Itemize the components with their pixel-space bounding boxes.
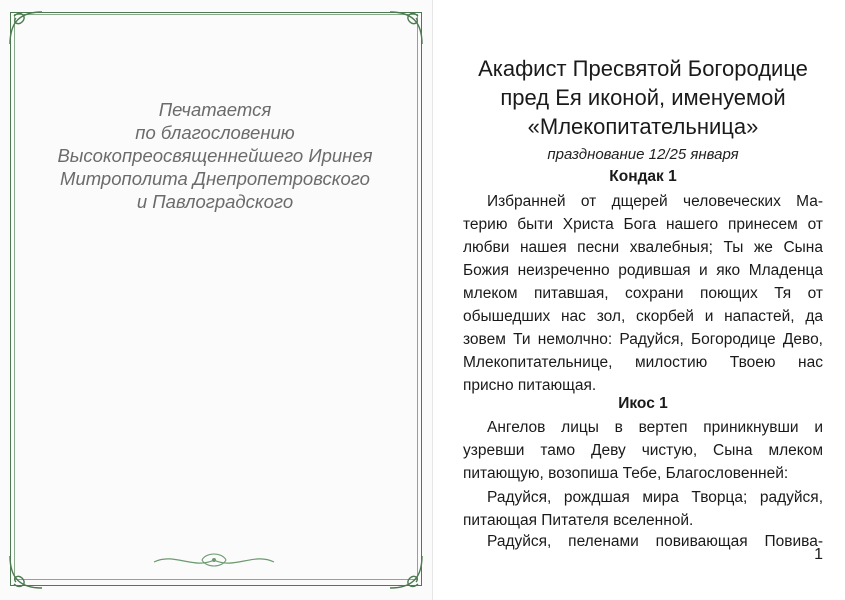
text-line: Ангелов лицы в вертеп приникнувши и [487, 419, 823, 436]
rejoice-verse [463, 486, 823, 532]
blessing-line: и Павлоградского [136, 191, 294, 212]
blessing-line: Высокопреосвященнейшего Иринея [57, 145, 373, 166]
kontakion-text [463, 190, 823, 397]
title-line: Акафист Пресвятой Богородице [478, 56, 808, 81]
corner-flourish-icon [6, 8, 46, 48]
corner-flourish-icon [386, 8, 426, 48]
akathist-title [453, 54, 833, 141]
blessing-text [30, 98, 400, 213]
text-line: питающая Питателя вселенной. [463, 512, 694, 529]
text-line: обышедших нас зол, скорбей и напастей, да [463, 308, 823, 325]
blessing-line: Печатается [158, 99, 272, 120]
text-line: любви нашея песни хвалебныя; Ты же Сына [463, 239, 823, 256]
text-line: млеком питавшая, сохрани поющих Тя от [463, 285, 823, 302]
text-line: присно питающая. [463, 377, 597, 394]
title-line: пред Ея иконой, именуемой [500, 85, 786, 110]
text-line: терию быти Христа Бога нашего принесем от [463, 216, 823, 233]
text-line: питающую, возопиша Тебе, Благословенней: [463, 465, 789, 482]
text-line: Радуйся, рождшая мира Творца; радуйся, [487, 489, 823, 506]
title-line: «Млекопитательница» [527, 114, 759, 139]
text-line: Божия неизреченно родившая и яко Младенца [463, 262, 823, 279]
text-line: Избранней от дщерей человеческих Ма- [487, 193, 823, 210]
bottom-ornament-icon [144, 548, 284, 574]
text-line: узревши тамо Деву чистую, Сына млеком [463, 442, 823, 459]
blessing-line: по благословению [135, 122, 295, 143]
ikos-heading: Икос 1 [618, 395, 668, 412]
page-number: 1 [814, 546, 823, 563]
ikos-text [463, 416, 823, 485]
corner-flourish-icon [6, 552, 46, 592]
corner-flourish-icon [386, 552, 426, 592]
kontakion-heading: Кондак 1 [609, 168, 677, 185]
text-line: зовем Ти немолчно: Радуйся, Богородице Дево, [463, 331, 823, 348]
right-page [433, 0, 845, 600]
blessing-line: Митрополита Днепропетровского [60, 168, 370, 189]
rejoice-verse [463, 530, 823, 553]
text-line: Млекопитательнице, милостию Твоею нас [463, 354, 823, 371]
text-line: Радуйся, пеленами повивающая Повива- [487, 533, 823, 550]
feast-date: празднование 12/25 января [547, 146, 739, 163]
